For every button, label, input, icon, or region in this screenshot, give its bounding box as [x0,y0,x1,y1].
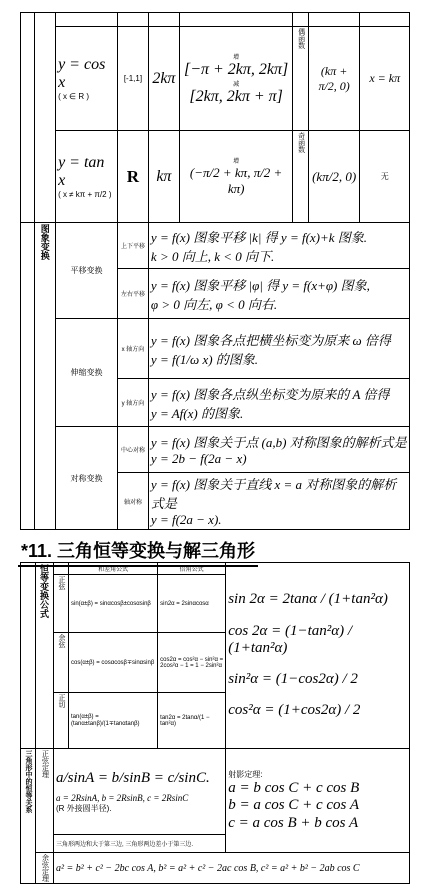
tan-range: R [117,131,148,223]
tan-axis: 无 [360,131,410,223]
stretch-label: 伸缩变换 [56,319,118,427]
triangle-label: 三角形中的恒等关系 [21,749,36,884]
right-formulas: sin 2α = 2tanα / (1+tan²α) cos 2α = (1−tan²α) / (1+tan²α) sin²α = (1−cos2α) / 2 cos²α = (1+cos2α) / 2 [226,563,410,749]
section-title: *11. 三角恒等变换与解三角形 [18,537,258,567]
tan-center: (kπ/2, 0) [308,131,360,223]
projection-theorem: 射影定理: a = b cos C + c cos B b = a cos C + c cos A c = a cos B + b cos A [226,749,410,853]
left-right-text: y = f(x) 图象平移 |φ| 得 y = f(x+φ) 图象, φ > 0 向左, φ < 0 向右. [148,269,409,319]
translate-label: 平移变换 [56,223,118,319]
cos-parity: 偶函数 [293,27,308,131]
tan-function: y = tan x ( x ≠ kπ + π/2 ) [56,131,118,223]
header-sum: 和差角公式 [69,563,158,575]
trig-function-table [20,12,410,530]
y-direction-label: y 轴方向 [117,379,148,427]
identity-table [20,562,410,884]
image-transform-label: 图象变换 [35,223,56,530]
x-direction-text: y = f(x) 图象各点把横坐标变为原来 ω 倍得 y = f(1/ω x) 的图象. [148,319,409,379]
center-symmetry-label: 中心对称 [117,427,148,473]
y-direction-text: y = f(x) 图象各点纵坐标变为原来的 A 倍得 y = Af(x) 的图象. [148,379,409,427]
triangle-inequality: 三角形两边和大于第三边, 三角形两边差小于第三边. [54,835,410,853]
row-label-sine: 正弦 [54,575,69,633]
header-double: 倍角公式 [158,563,226,575]
sum-sine: sin(α±β) = sinαcosβ±cosαsinβ [69,575,158,633]
cos-period: 2kπ [148,27,179,131]
double-tangent: tan2α = 2tanα/(1 − tan²α) [158,693,226,749]
cos-monotonic: 增 [−π + 2kπ, 2kπ] 减 [2kπ, 2kπ + π] [179,27,293,131]
up-down-label: 上下平移 [117,223,148,269]
tan-period: kπ [148,131,179,223]
sine-law-label: 正弦定理 [36,749,54,853]
symmetry-label: 对称变换 [56,427,118,530]
center-symmetry-text: y = f(x) 图象关于点 (a,b) 对称图象的解析式是 y = 2b − f(2a − x) [148,427,409,473]
cos-range: [-1,1] [117,27,148,131]
row-label-cosine: 余弦 [54,633,69,693]
double-cosine: cos2α = cos²α − sin²α = 2cos²α − 1 = 1 − 2sin²α [158,633,226,693]
tan-monotonic: 增 (−π/2 + kπ, π/2 + kπ) [179,131,293,223]
sum-tangent: tan(α±β) = (tanα±tanβ)/(1∓tanαtanβ) [69,693,158,749]
double-sine: sin2α = 2sinαcosα [158,575,226,633]
axis-symmetry-text: y = f(x) 图象关于直线 x = a 对称图象的解析式是 y = f(2a − x). [148,473,409,530]
identity-group-label: 恒等变换公式 [36,563,54,749]
sine-law: a/sinA = b/sinB = c/sinC. a = 2RsinA, b = 2RsinB, c = 2RsinC (R 外接圆半径). [54,749,226,835]
left-right-label: 左右平移 [117,269,148,319]
row-label-tangent: 正切 [54,693,69,749]
cos-law-label: 余弦定理 [36,853,54,884]
tan-parity: 奇函数 [293,131,308,223]
axis-symmetry-label: 轴对称 [117,473,148,530]
cos-center: (kπ + π/2, 0) [308,27,360,131]
up-down-text: y = f(x) 图象平移 |k| 得 y = f(x)+k 图象. k > 0 向上, k < 0 向下. [148,223,409,269]
x-direction-label: x 轴方向 [117,319,148,379]
sum-cosine: cos(α±β) = cosαcosβ∓sinαsinβ [69,633,158,693]
cos-function: y = cos x ( x ∈ R ) [56,27,118,131]
cos-law: a² = b² + c² − 2bc cos A, b² = a² + c² − 2ac cos B, c² = a² + b² − 2ab cos C [54,853,410,884]
cos-axis: x = kπ [360,27,410,131]
